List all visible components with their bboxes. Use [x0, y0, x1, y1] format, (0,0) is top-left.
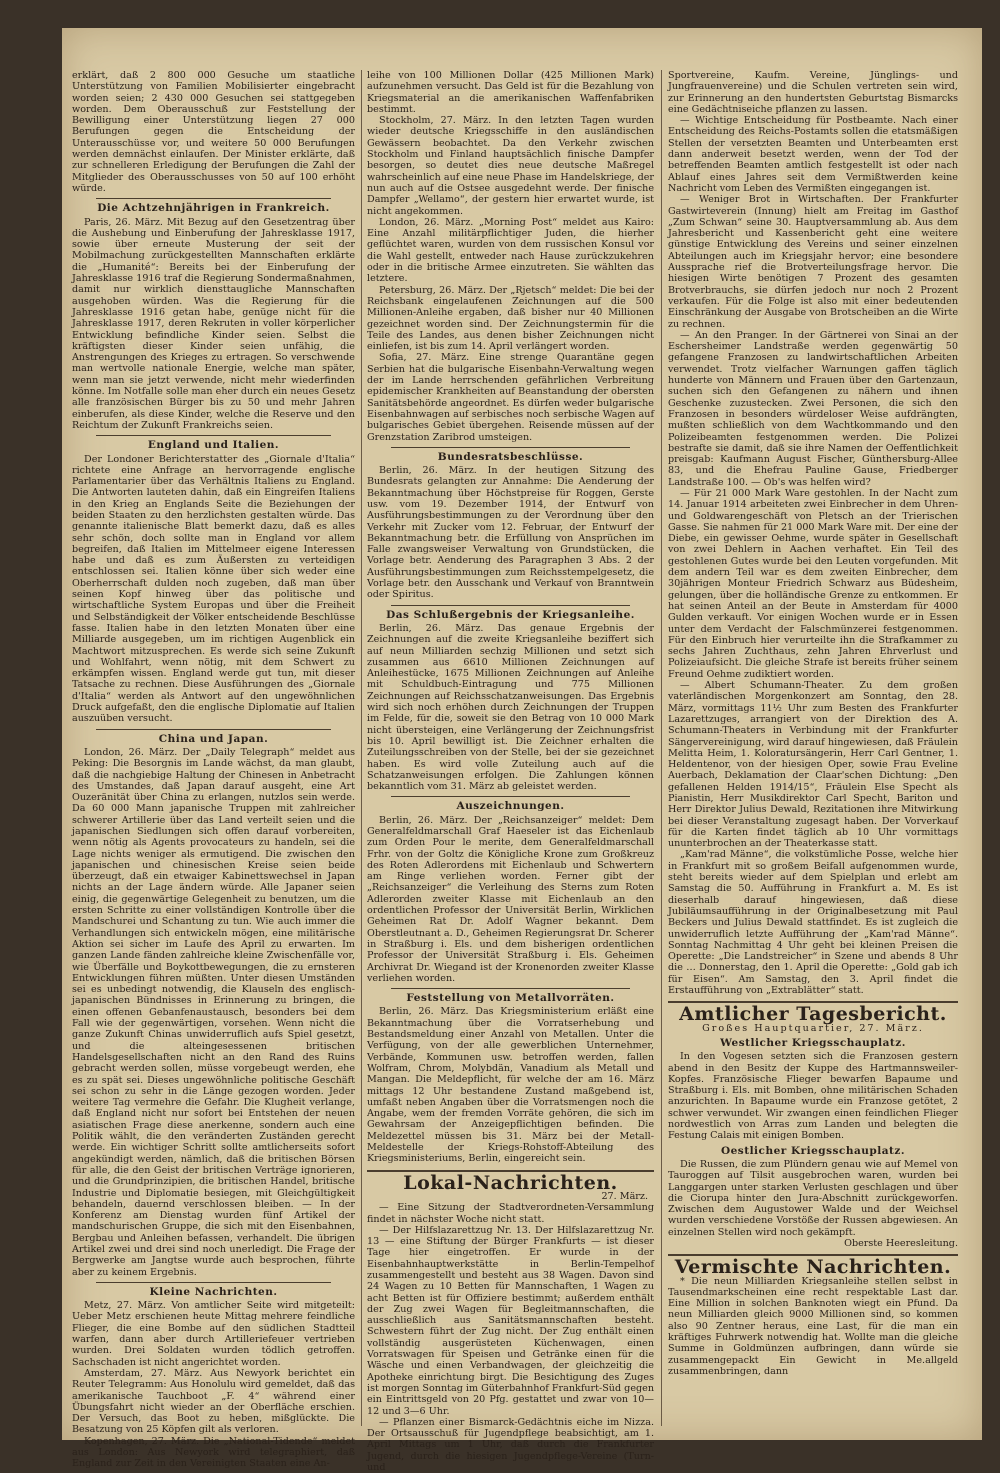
article-heading: Bundesratsbeschlüsse. — [437, 450, 584, 463]
article-paragraph: Sofia, 27. März. Eine strenge Quarantäne gegen Serbien hat die bulgarische Eisenbahn-Verwaltung wegen der im Lande herrschenden gefährlichen Verbreitung epidemischer Krankheiten auf Beanstandung der obersten Sanitätsbehörde angeordnet. Es dürfen weder bulgarische Eisenbahnwagen auf serbisches noch serbische Wagen auf bulgarisches Gebiet übergehen. Reisende müssen auf der Grenzstation Zaribrod umsteigen. — [367, 352, 654, 443]
article-heading: Auszeichnungen. — [456, 800, 565, 813]
section-title: Amtlicher Tagesbericht. — [679, 1003, 947, 1026]
article-paragraph: Stockholm, 27. März. In den letzten Tagen wurden wieder deutsche Kriegsschiffe in den ausländischen Gewässern beobachtet. Da den Verkehr zwischen Stockholm und Finland hauptsächlich finische Dampfer besorgen, so deutet dies neue deutsche Maßregel wahrscheinlich auf eine neue Phase im Handelskriege, der nun auch auf die Ostsee ausgedehnt werde. Der finische Dampfer „Wellamo“, der gestern hier erwartet wurde, ist nicht angekommen. — [367, 115, 654, 217]
article-paragraph: — Pflanzen einer Bismarck-Gedächtnis eiche im Nizza. Der Ortsausschuß für Jugendpflege beabsichtigt, am 1. April Mittags um 1 Uhr, daß durch die Frankfurter Jugend, durch die hiesigen Jugendpflege-Vereine (Turn- und — [367, 1416, 654, 1473]
article-heading: China und Japan. — [158, 732, 269, 745]
article-paragraph: — Für 21 000 Mark Ware gestohlen. In der Nacht zum 14. Januar 1914 arbeiteten zwei Einbrecher in dem Uhren- und Goldwarengeschäft von Pletsch an der Trierischen Gasse. Sie nahmen für 21 000 Mark Ware mit. Der eine der Diebe, ein gewisser Oehme, wurde später in Gesellschaft von zwei Dehlern in Aachen verhaftet. Ein Teil des gestohlenen Gutes wurde bei den Leuten vorgefunden. Mit dem andern Teil war es dem zweiten Einbrecher, dem 30jährigen Monteur Friedrich Schwarz aus Büdesheim, gelungen, über die holländische Grenze zu entkommen. Er hat seinen Anteil an der Beute in Amsterdam für 4000 Gulden verkauft. Vor einigen Wochen wurde er in Essen unter dem Verdacht der Falschmünzerei festgenommen. Für den Einbruch hier verurteilte ihn die Strafkammer zu sechs Jahren Zuchthaus, zehn Jahren Ehrverlust und Polizeiaufsicht. Die gleiche Strafe ist bereits früher seinem Freund Oehme zudiktiert worden. — [668, 487, 958, 680]
article-paragraph: — Wichtige Entscheidung für Postbeamte. Nach einer Entscheidung des Reichs-Postamts sollen die etatsmäßigen Stellen der versetzten Beamten und Unterbeamten erst dann anderweit besetzt werden, wenn der Tod der betreffenden Beamten amtlich festgestellt ist oder nach Ablauf eines Jahres seit dem Vermißtwerden keine Nachricht vom Leben des Vermißten eingegangen ist. — [668, 115, 958, 194]
report-dateline: Großes Hauptquartier, 27. März. — [702, 1022, 924, 1034]
article-paragraph: Metz, 27. März. Von amtlicher Seite wird mitgeteilt: Ueber Metz erschienen heute Mittag mehrere feindliche Flieger, die eine Bombe auf den südlichen Stadtteil warfen, dann aber durch Artilleriefeuer vertrieben wurden. Drei Soldaten wurden tödlich getroffen. Sachschaden ist nicht angerichtet worden. — [72, 1300, 355, 1368]
article-paragraph: Berlin, 26. März. Das Kriegsministerium erläßt eine Bekanntmachung über die Vorratserhebung und Bestandsmeldung einer Anzahl von Metallen. Unter die Verfügung, von der alle gewerblichen Unternehmer, Verbände, Kommunen usw. betroffen werden, fallen Wolfram, Chrom, Molybdän, Vanadium als Metall und Mangan. Die Meldepflicht, für welche der am 16. März mittags 12 Uhr bestandene Zustand maßgebend ist, umfaßt neben Angaben über die Vorratsmengen noch die Angabe, wem der fremden Vorräte gehören, die sich im Gewahrsam der Anzeigepflichtigen befinden. Die Meldezettel müssen bis 31. März bei der Metall-Meldestelle der Kriegs-Rohstoff-Abteilung des Kriegsministeriums, Berlin, eingereicht sein. — [367, 1006, 654, 1165]
divider — [96, 435, 331, 436]
column-3 — [668, 70, 958, 1430]
article-paragraph: — Der Hilfslazarettzug Nr. 13. Der Hilfslazarettzug Nr. 13 — eine Stiftung der Bürger Frankfurts — ist dieser Tage hier eingetroffen. Er wurde in der Eisenbahnhauptwerkstätte in Berlin-Tempelhof zusammengestellt und besteht aus 38 Wagen. Davon sind 24 Wagen zu 10 Betten für Mannschaften, 1 Wagen zu acht Betten ist für Offiziere bestimmt; außerdem enthält der Zug zwei Wagen für Begleitmannschaften, die ausschließlich aus Sanitätsmannschaften besteht. Schwestern führt der Zug nicht. Der Zug enthält einen vollständig ausgerüsteten Küchenwagen, einen Vorratswagen für Speisen und Getränke einen für die Wäsche und einen Verbandwagen, der gleichzeitig die Apotheke einrichtung birgt. Die Besichtigung des Zuges ist morgen Sonntag im Güterbahnhof Frankfurt-Süd gegen ein Eintrittsgeld von 20 Pfg. gestattet und zwar von 10—12 und 3—6 Uhr. — [367, 1224, 654, 1417]
section-title: Lokal-Nachrichten. — [403, 1171, 618, 1194]
article-paragraph: — Albert Schumann-Theater. Zu dem großen vaterländischen Morgenkonzert am Sonntag, den 28. März, vormittags 11½ Uhr zum Besten des Frankfurter Lazarettzuges, arrangiert von der Direktion des A. Schumann-Theaters in Verbindung mit der Frankfurter Sängervereinigung, wird darauf hingewiesen, daß Fräulein Melitta Heim, 1. Koloratursängerin, Herr Carl Gentner, 1. Heldentenor, von der hiesigen Oper, sowie Frau Eveline Auerbach, Deklamation der Claar'schen Dichtung: „Den gefallenen Helden 1914/15“, Fräulein Else Specht als Pianistin, Herr Musikdirektor Carl Specht, Bariton und Herr Direktor Julius Dewald, Rezitationen ihre Mitwirkung bei dieser Veranstaltung zugesagt haben. Der Vorverkauf für die Karten findet täglich ab 10 Uhr vormittags ununterbrochen an der Theaterkasse statt. — [668, 680, 958, 850]
article-paragraph: Der Londoner Berichterstatter des „Giornale d'Italia“ richtete eine Anfrage an hervorragende englische Parlamentarier über das Verhältnis Italiens zu England. Die Antworten lauteten dahin, daß ein Eingreifen Italiens in den Krieg an Englands Seite die Beziehungen der beiden Staaten zu den herzlichsten gestalten würde. Das genannte italienische Blatt bemerkt dazu, daß es alles sehr schön, doch sollte man in England vor allem begreifen, daß Italien im Mittelmeer eigene Interessen habe und daß es zum Äußersten zu verteidigen entschlossen sei. Italien könne über sich weder eine Oberherrschaft dulden noch zugeben, daß man über seinen Kopf hinweg über das politische und wirtschaftliche System Europas und über die Freiheit und Selbständigkeit der Völker entscheidende Beschlüsse fasse. Italien habe in den letzten Monaten über eine Milliarde ausgegeben, um im richtigen Augenblick ein Machtwort mitzusprechen. Es werde sich seine Zukunft und Wohlfahrt, wenn nötig, mit dem Schwert zu erkämpfen wissen. England werde gut tun, mit dieser Tatsache zu rechnen. Diese Ausführungen des „Giornale d'Italia“ werden als Antwort auf den ungewöhnlichen Druck aufgefaßt, den die englische Diplomatie auf Italien auszuüben versucht. — [72, 453, 355, 725]
article-paragraph: leihe von 100 Millionen Dollar (425 Millionen Mark) aufzunehmen versucht. Das Geld ist für die Bezahlung von Kriegsmaterial an die amerikanischen Waffenfabriken bestimmt. — [367, 70, 654, 115]
divider — [96, 729, 331, 730]
article-paragraph: * Die neun Milliarden Kriegsanleihe stellen selbst in Tausendmarkscheinen eine recht respektable Last dar. Eine Million in solchen Banknoten wiegt ein Pfund. Da neun Milliarden gleich 9000 Millionen sind, so kommen also 90 Zentner heraus, eine Last, für die man ein kräftiges Fuhrwerk notwendig hat. Wollte man die gleiche Summe in Goldmünzen aufbringen, dann würde sie zusammengepackt Ein Gewicht in Me.allgeld zusammenbringen, dann — [668, 1275, 958, 1377]
article-heading: Oestlicher Kriegsschauplatz. — [720, 1144, 906, 1157]
article-paragraph: Paris, 26. März. Mit Bezug auf den Gesetzentrag über die Aushebung und Einberufung der Jahresklasse 1917, sowie über erneute Musterung der seit der Mobilmachung zurückgestellten Mannschaften erklärte die „Humanité“: Bereits bei der Einberufung der Jahresklasse 1916 traf die Regierung Sondermaßnahmen, damit nur wirklich diensttaugliche Mannschaften ausgehoben würden. Was die Regierung für die Jahresklasse 1916 getan habe, genüge nicht für die Jahresklasse 1917, deren Rekruten in voller körperlicher Entwicklung befindliche Kinder seien. Selbst die kräftigsten dieser Kinder seien unfähig, die Anstrengungen des Krieges zu ertragen. So verschwende man wertvolle nationale Energie, welche man später, wenn man sie jetzt verwende, nicht mehr wiederfinden könne. Im Notfalle solle man eher durch ein neues Gesetz alle französischen Bürger bis zu 50 und mehr Jahren einberufen, als diese Kinder, welche die Reserve und den Reichtum der Zukunft Frankreichs seien. — [72, 216, 355, 431]
article-paragraph: — Eine Sitzung der Stadtverordneten-Versammlung findet in nächster Woche nicht statt. — [367, 1202, 654, 1225]
article-paragraph: Die Russen, die zum Plündern genau wie auf Memel von Tauroggen auf Tilsit ausgebrochen waren, wurden bei Langgargen unter starken Verlusten geschlagen und über die Ciorupa hinter den Jura-Abschnitt zurückgeworfen. Zwischen dem Augustower Walde und der Weichsel wurden verschiedene Vorstöße der Russen abgewiesen. An einzelnen Stellen wird noch gekämpft. — [668, 1158, 958, 1238]
newspaper-page — [62, 28, 982, 1473]
article-paragraph: Berlin, 26. März. Der „Reichsanzeiger“ meldet: Dem Generalfeldmarschall Graf Haeseler ist das Eichenlaub zum Orden Pour le merite, dem Generalfeldmarschall Frhr. von der Goltz die Königliche Krone zum Großkreuz des Roten Adlerordens mit Eichenlaub und Schwertern am Ringe verliehen worden. Ferner gibt der „Reichsanzeiger“ die Verleihung des Sterns zum Roten Adlerorden zweiter Klasse mit Eichenlaub an den ordentlichen Professor der Universität Berlin, Wirklichen Geheimen Rat Dr. Adolf Wagner bekannt. Dem Oberstleutnant a. D., Geheimen Regierungsrat Dr. Scherer in Straßburg i. Els. und dem bisherigen ordentlichen Professor der Universität Straßburg i. Els. Geheimen Archivrat Dr. Wiegand ist der Kronenorden zweiter Klasse verliehen worden. — [367, 814, 654, 984]
column-rule — [361, 70, 362, 1426]
article-heading: Feststellung von Metallvorräten. — [406, 992, 615, 1005]
column-rule — [661, 70, 662, 1426]
column-1 — [72, 70, 355, 1470]
divider — [391, 447, 630, 448]
article-paragraph: Amsterdam, 27. März. Aus Newyork berichtet ein Reuter Telegramm: Aus Honolulu wird gemeldet, daß das amerikanische Tauchboot „F. 4“ während einer Übungsfahrt nicht wieder an der Oberfläche erschien. Der Versuch, das Boot zu heben, mißglückte. Die Besatzung von 25 Köpfen gilt als verloren. — [72, 1367, 355, 1436]
article-heading: Das Schlußergebnis der Kriegsanleihe. — [386, 608, 635, 621]
article-paragraph: London, 26. März. „Morning Post“ meldet aus Kairo: Eine Anzahl militärpflichtiger Juden, die hierher geflüchtet waren, wurden von dem russischen Konsul vor die Wahl gestellt, entweder nach Hause zurückzukehren oder in die britische Armee einzutreten. Sie wählten das letztere. — [367, 216, 654, 285]
column-2 — [367, 70, 654, 1473]
divider — [96, 1282, 331, 1283]
signature: Oberste Heeresleitung. — [844, 1237, 958, 1249]
article-paragraph: Berlin, 26. März. In der heutigen Sitzung des Bundesrats gelangten zur Annahme: Die Aenderung der Bekanntmachung über Höchstpreise für Roggen, Gerste usw. vom 19. Dezember 1914, der Entwurf von Ausführungsbestimmungen zu der Verordnung über den Verkehr mit Zucker vom 12. Februar, der Entwurf der Bekanntmachung betr. die Erfüllung von Ansprüchen im Falle zwangsweiser Verwaltung von Grundstücken, die Vorlage betr. Aenderung des Paragraphen 3 Abs. 2 der Ausführungsbestimmungen zum Reichsstempelgesetz, die Vorlage betr. den Ausschank und Verkauf von Branntwein oder Spiritus. — [367, 465, 654, 601]
section-title: Vermischte Nachrichten. — [674, 1256, 952, 1279]
article-paragraph: — Weniger Brot in Wirtschaften. Der Frankfurter Gastwirteverein (Innung) hielt am Freitag im Gasthof „Zum Schwan“ seine 30. Hauptversammlung ab. Aus dem Jahresbericht und Kassenbericht geht eine weitere günstige Entwicklung des Vereins und seiner einzelnen Abteilungen auch im Kriegsjahr hervor; eine besondere Aussprache rief die Brotverteilungsfrage hervor. Die hiesigen Wirte benötigen 7 Prozent des gesamten Brotverbrauchs, sie dürfen jedoch nur noch 2 Prozent verkaufen. Für die Folge ist also mit einer bedeutenden Einschränkung der Ausgabe von Brotscheiben an die Wirte zu rechnen. — [668, 194, 958, 330]
article-heading: Westlicher Kriegsschauplatz. — [720, 1036, 906, 1049]
article-paragraph: „Kam'rad Männe“, die volkstümliche Posse, welche hier in Frankfurt mit so großem Beifall aufgenommen wurde, steht bereits wieder auf dem Spielplan und erlebt am Samstag die 50. Aufführung in Frankfurt a. M. Es ist dieserhalb darauf hingewiesen, daß diese Jubiläumsaufführung in der Originalbesetzung mit Paul Beckers und Julius Dewald stattfindet. Es ist zugleich die unwiderruflich letzte Aufführung der „Kam'rad Männe“. Sonntag Nachmittag 4 Uhr geht bei kleinen Preisen die Operette: „Die Landstreicher“ in Szene und abends 8 Uhr die … Donnerstag, den 1. April die Operette: „Gold gab ich für Eisen“. Am Samstag, den 3. April findet die Erstaufführung von „Extrablätter“ statt. — [668, 849, 958, 997]
divider — [96, 198, 331, 199]
article-paragraph: — An den Pranger. In der Gärtnerei von Sinai an der Eschersheimer Landstraße werden gegenwärtig 50 gefangene Franzosen zu landwirtschaftlichen Arbeiten verwendet. Trotz vielfacher Warnungen gaffen täglich hunderte von Männern und Frauen über den Gartenzaun, suchen sich den Gefangenen zu nähern und ihnen Geschenke zuzustecken. Zwei Personen, die sich den Franzosen in besonders würdeloser Weise aufdrängten, mußten schließlich von dem Wachtkommando und den Polizeibeamten festgenommen werden. Die Polizei bestrafte sie damit, daß sie ihre Namen der Oeffentlichkeit preisgab: Kaufmann August Fischer, Günthersburg-Allee 83, und die Ehefrau Pauline Gause, Friedberger Landstraße 100. — Ob's was helfen wird? — [668, 329, 958, 488]
article-paragraph: Petersburg, 26. März. Der „Rjetsch“ meldet: Die bei der Reichsbank eingelaufenen Zeichnungen auf die 500 Millionen-Anleihe ergaben, daß bisher nur 40 Millionen gezeichnet worden sind. Der Zeichnungstermin für die Teile des Landes, aus denen bisher Zeichnungen nicht einliefen, ist bis zum 14. April verlängert worden. — [367, 284, 654, 353]
divider — [391, 796, 630, 797]
article-heading: Die Achtzehnjährigen in Frankreich. — [97, 202, 330, 215]
divider — [391, 605, 630, 606]
article-paragraph: erklärt, daß 2 800 000 Gesuche um staatliche Unterstützung von Familien Mobilisierter eingebracht worden seien; 2 430 000 Gesuchen sei stattgegeben worden. Dem Oberausschuß zur Feststellung der Bewilligung einer Unterstützung liegen 27 000 Berufungen gegen die Entscheidung der Unterausschüsse vor, und weitere 50 000 Berufungen werden demnächst einlaufen. Der Minister erklärte, daß zur schnelleren Erledigung der Berufungen die Zahl der Mitglieder des Oberausschusses von 50 auf 100 erhöht würde. — [72, 70, 355, 194]
article-paragraph: Berlin, 26. März. Das genaue Ergebnis der Zeichnungen auf die zweite Kriegsanleihe beziffert sich auf neun Milliarden sechzig Millionen und setzt sich zusammen aus 6610 Millionen Zeichnungen auf Anleihestücke, 1675 Millionen Zeichnungen auf Anleihe mit Schuldbuch-Eintragung und 775 Millionen Zeichnungen auf Reichsschatzanweisungen. Das Ergebnis wird sich noch erhöhen durch Zeichnungen der Truppen im Felde, für die, soweit sie den Betrag von 10 000 Mark nicht übersteigen, eine Verlängerung der Zeichnungsfrist bis 10. April bewilligt ist. Die Zeichner erhalten die Zuteilungsschreiben von der Stelle, bei der sie gezeichnet haben. Es wird volle Zuteilung auch auf die Schatzanweisungen erfolgen. Die Zahlungen können bekanntlich vom 31. März ab geleistet werden. — [367, 622, 654, 793]
article-heading: England und Italien. — [147, 439, 280, 452]
article-paragraph: Kopenhagen, 27. März. Die „National-Tidende“ meldet aus London: Aus Newyork wird telegraphiert, daß England zur Zeit in den Vereinigten Staaten eine An- — [72, 1435, 355, 1470]
article-heading: Kleine Nachrichten. — [149, 1285, 278, 1298]
section-date: 27. März. — [601, 1190, 648, 1202]
article-paragraph: In den Vogesen setzten sich die Franzosen gestern abend in den Besitz der Kuppe des Hartmannsweiler-Kopfes. Französische Flieger bewarfen Bapaume und Straßburg i. Els. mit Bomben, ohne militärischen Schaden anzurichten. In Bapaume wurde ein Franzose getötet, 2 schwer verwundet. Wir zwangen einen feindlichen Flieger nordwestlich von Arras zum Landen und belegten die Festung Calais mit einigen Bomben. — [668, 1051, 958, 1142]
article-paragraph: Sportvereine, Kaufm. Vereine, Jünglings- und Jungfrauenvereine) und die Schulen vertreten sein wird, zur Erinnerung an den hundertsten Geburtstag Bismarcks eine Gedächtniseiche pflanzen zu lassen. — [668, 70, 958, 115]
divider — [391, 988, 630, 989]
article-paragraph: London, 26. März. Der „Daily Telegraph“ meldet aus Peking: Die Besorgnis im Lande wächst, da man glaubt, daß die nachgiebige Haltung der Chinesen in Anbetracht des Umstandes, daß Japan darauf ausgeht, eine Art Ouzeränität über China zu erlangen, nutzlos sein werde. Da 60 000 Mann japanische Truppen mit zahlreicher schwerer Artillerie über das Land verteilt seien und die japanischen Siedlungen sich offen darauf vorbereiten, wenn nötig als Agents provocateurs zu handeln, sei die Lage nichts weniger als ermutigend. Die zwischen den japanischen und chinesischen Kreise seien beide überzeugt, daß ein etwaiger Kabinettswechsel in Japan nichts an der Lage ändern würde. Alle Japaner seien einig, die gegenwärtige Gelegenheit zu benutzen, um die ersten Schritte zu einer vollständigen Kontrolle über die Mandschurei und Schantung zu tun. Wie auch immer die Verhandlungen sich entwickeln mögen, eine militärische Aktion sei sicher im Laufe des April zu erwarten. Im ganzen Lande fänden zahlreiche kleine Zwischenfälle vor, wie Überfälle und Boykottbewegungen, die zu ernsteren Entwicklungen führen müßten. Unter diesen Umständen sei es unbedingt notwendig, die Klauseln des englisch-japanischen Bündnisses in Erinnerung zu bringen, die einen offenen Gebanfenaustausch, besonders bei dem Fall wie der gegenwärtigen, vorsehen. Wenn nicht die ganze Zukunft Chinas unwiderruflich aufs Spiel gesetzt, und die alteingesessenen britischen Handelsgesellschaften nicht an den Rand des Ruins gebracht werden sollen, müsse vorgebeugt werden, ehe es zu spät sei. Dieses ungewöhnliche politische Geschäft sei schon zu sehr in die Länge gezogen worden. Jeder weitere Tag vermehre die Gefahr. Die Klugheit verlange, daß England nicht nur sofort bei Entstehen der neuen asiatischen Frage diese anerkenne, sondern auch eine Politik wählt, die den veränderten Zuständen gerecht werde. Ein wichtiger Schritt sollte amtlicherseits sofort angekündigt werden, nämlich, daß die britischen Börsen für alle, die den Geist der britischen Verträge ignorieren, und die Grundprinzipien, die britischen Handel, britische Industrie und Diplomatie besiegen, mit Gleichgültigkeit behandeln, dauernd verschlossen bleiben. — In der Konferenz am Dienstag wurden fünf Artikel der mandschurischen Gruppe, die sich mit den Eisenbahnen, Bergbau und Anleihen befassen, verhandelt. Die übrigen Artikel zwei und drei sind noch unerledigt. Die Frage der Bergwerke am Jangtse wurde auch besprochen, führte aber zu keinem Ergebnis. — [72, 746, 355, 1278]
